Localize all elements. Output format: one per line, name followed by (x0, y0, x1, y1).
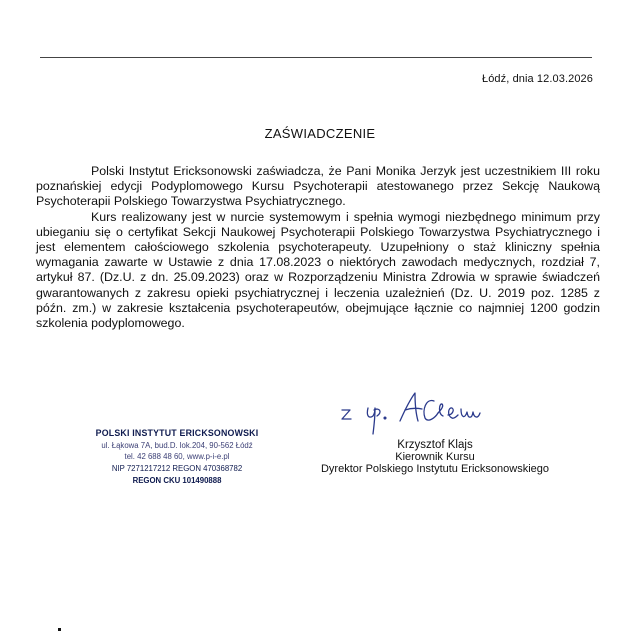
date-line: Łódź, dnia 12.03.2026 (482, 73, 593, 85)
signer-role: Kierownik Kursu (395, 451, 475, 463)
paragraph-course-details: Kurs realizowany jest w nurcie systemowym i spełnia wymogi niezbędnego minimum przy ubieganiu się o certyfikat Sekcji Naukowej Psychoterapii Polskiego Towarzystwa Psychiatrycznego i jest elementem całościowego szkolenia psychoterapeuty. Uzupełniony o staż kliniczny spełnia wymagania zawarte w Ustawie z dnia 17.08.2023 o niektórych zawodach medycznych, rozdział 7, artykuł 87. (Dz.U. z dn. 25.09.2023) oraz w Rozporządzeniu Ministra Zdrowia w sprawie świadczeń gwarantowanych z zakresu opieki psychiatrycznej i leczenia uzależnień (Dz. U. 2019 poz. 1285 z późn. zm.) w zakresie kształcenia psychoterapeutów, obejmujące łącznie co najmniej 1200 godzin szkolenia podyplomowego. (36, 209, 600, 331)
stamp-nip-regon: NIP 7271217212 REGON 470368782 (111, 464, 243, 474)
paragraph-intro: Polski Instytut Ericksonowski zaświadcza, że Pani Monika Jerzyk jest uczestnikiem III roku poznańskiej edycji Podyplomowego Kursu Psychoterapii atestowanego przez Sekcję Naukową Psychoterapii Polskiego Towarzystwa Psychiatrycznego. (36, 164, 600, 209)
handwritten-signature (338, 388, 528, 438)
signer-name: Krzysztof Klajs (397, 439, 473, 451)
stamp-contact: tel. 42 688 48 60, www.p-i-e.pl (124, 452, 230, 462)
signer-position: Dyrektor Polskiego Instytutu Ericksonowskiego (320, 463, 550, 475)
stamp-address: ul. Łąkowa 7A, bud.D. lok.204, 90-562 Łódź (101, 440, 253, 450)
signer-block (300, 439, 570, 475)
document-title: ZAŚWIADCZENIE (264, 126, 376, 141)
document-body (36, 164, 600, 331)
stamp-institution-name: POLSKI INSTYTUT ERICKSONOWSKI (95, 428, 259, 438)
top-rule-divider (40, 57, 592, 58)
institution-stamp (94, 428, 260, 487)
scan-dot-mark (58, 628, 61, 631)
stamp-regon-cku: REGON CKU 101490888 (132, 475, 222, 485)
